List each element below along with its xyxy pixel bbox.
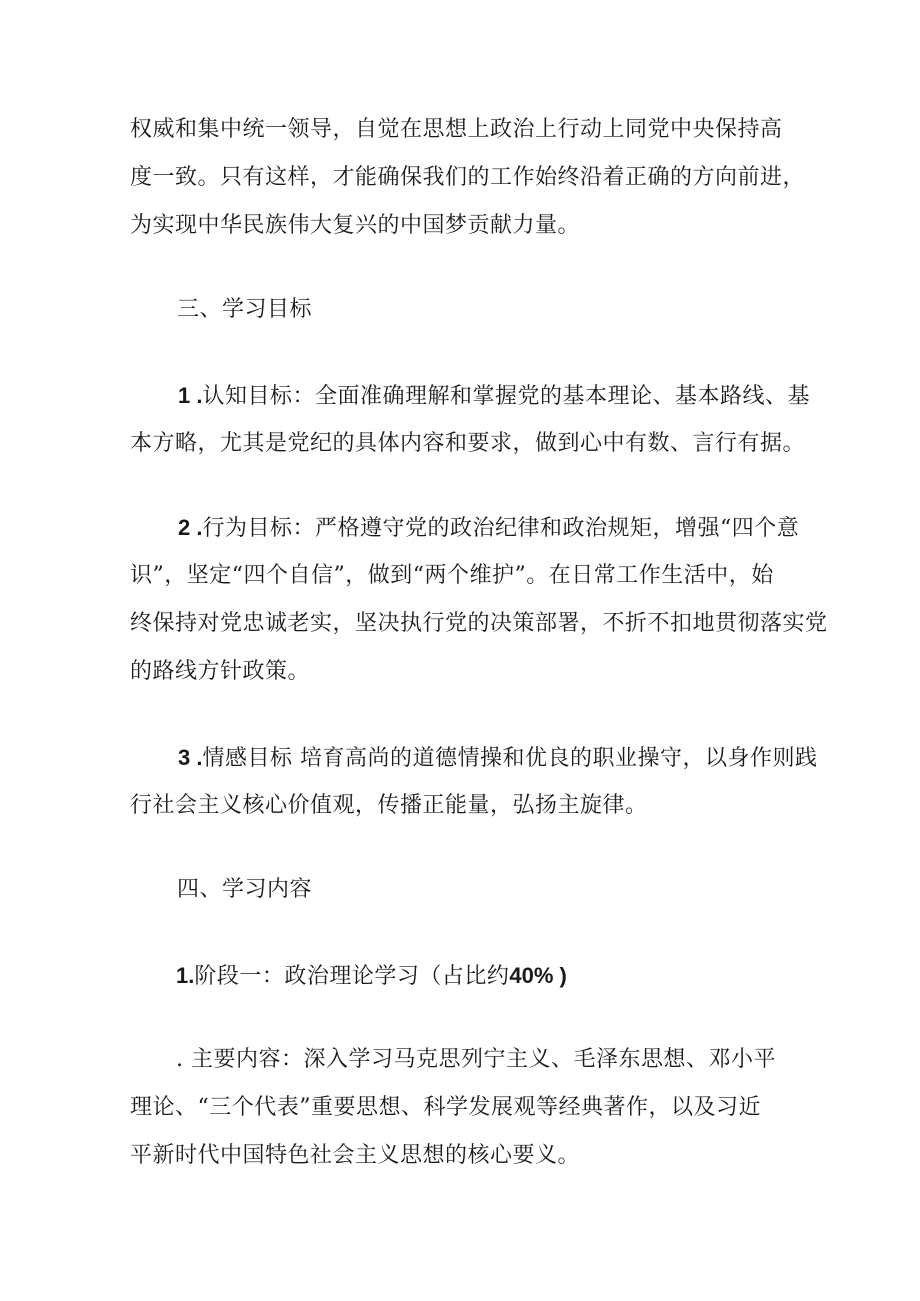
section-heading-learning-goals: 三、学习目标 [177,297,313,322]
goal-1-text-1: 认知目标：全面准确理解和掌握党的基本理论、基本路线、基 [202,384,810,409]
goal-2-number: 2 . [178,515,203,540]
goal-3-line-2: 行社会主义核心价值观，传播正能量，弘扬主旋律。 [130,793,648,818]
main-content-line-1: . 主要内容：深入学习马克思列宁主义、毛泽东思想、邓小平 [176,1047,776,1072]
main-content-line-2: 理论、“三个代表”重要思想、科学发展观等经典著作，以及习近 [130,1095,761,1120]
goal-2-line-2: 识”，坚定“四个自信”，做到“两个维护”。在日常工作生活中，始 [130,563,774,588]
main-content-line-3: 平新时代中国特色社会主义思想的核心要义。 [130,1143,581,1168]
goal-2-text-1: 行为目标：严格遵守党的政治纪律和政治规矩，增强“四个意 [202,516,800,541]
goal-2-line-4: 的路线方针政策。 [130,659,311,684]
goal-1-line-1 [178,381,810,412]
goal-3-text-1: 情感目标 培育高尚的道德情操和优良的职业操守，以身作则践 [202,746,818,771]
intro-line-2: 度一致。只有这样，才能确保我们的工作始终沿着正确的方向前进， [130,165,806,190]
goal-1-line-2: 本方略，尤其是党纪的具体内容和要求，做到心中有数、言行有据。 [130,431,806,456]
goal-2-line-3: 终保持对党忠诚老实，坚决执行党的决策部署，不折不扣地贯彻落实党 [130,611,828,636]
goal-3-line-1 [178,743,817,774]
goal-1-number: 1 . [178,383,203,408]
stage-1-line [176,961,567,992]
goal-3-number: 3 . [178,745,203,770]
intro-line-3: 为实现中华民族伟大复兴的中国梦贡献力量。 [130,213,581,238]
goal-2-line-1 [178,513,799,544]
section-heading-learning-content: 四、学习内容 [177,877,313,902]
stage-1-text: 阶段一：政治理论学习（占比约 [194,964,510,989]
intro-line-1: 权威和集中统一领导，自觉在思想上政治上行动上同党中央保持高 [130,117,783,142]
stage-1-percent: 40% ) [509,963,567,988]
stage-1-number: 1. [176,963,195,988]
